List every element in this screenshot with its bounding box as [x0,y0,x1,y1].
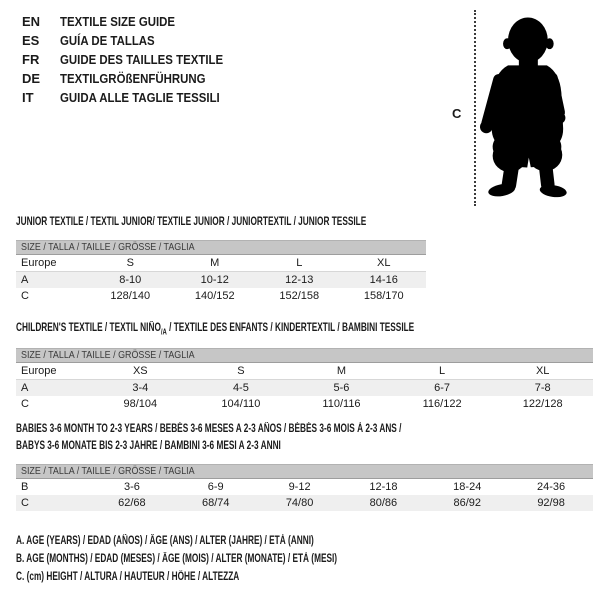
value-cell: 68/74 [201,497,230,509]
value-cell: 62/68 [118,497,146,509]
value-cell: 7-8 [534,382,551,394]
size-cell: M [210,257,220,269]
value-cell: 24-36 [537,481,566,493]
language-code: EN [22,14,41,29]
height-dotted-line [474,10,476,206]
row-label-cell: C [21,398,29,410]
value-cell: 14-16 [369,274,398,286]
size-cell: S [126,257,134,269]
table-row-age [16,272,426,288]
row-label-cell: Europe [21,365,57,377]
title-pre: CHILDREN'S TEXTILE / TEXTIL NIÑO [16,322,161,334]
language-row [22,69,245,88]
value-cell: 3-4 [132,382,149,394]
language-title-list [22,12,245,107]
language-code: IT [22,90,34,105]
language-code: FR [22,52,40,67]
size-header-bar [16,348,593,363]
language-code: DE [22,71,41,86]
value-cell: 18-24 [453,481,482,493]
size-cell: S [237,365,245,377]
value-cell: 122/128 [522,398,563,410]
size-cell: L [296,257,303,269]
table-row-age [16,380,593,396]
language-label: TEXTILGRÖßENFÜHRUNG [60,71,206,86]
row-label-cell: C [21,497,29,509]
value-cell: 110/116 [322,398,361,410]
size-cell: M [336,365,347,377]
language-label: GUIDA ALLE TAGLIE TESSILI [60,90,220,105]
size-cell: XL [535,365,550,377]
babies-section-title-line2: BABYS 3-6 MONATE BIS 2-3 JAHRE / BAMBINI 3-6 MESI A 2-3 ANNI [16,440,281,452]
language-row [22,31,245,50]
title-subscript: /A [160,327,167,337]
language-row [22,12,245,31]
babies-section-title-line1: BABIES 3-6 MONTH TO 2-3 YEARS / BEBÉS 3-6 MESES A 2-3 AÑOS / BÉBÉS 3-6 MOIS À 2-3 ANS / [16,423,402,435]
size-cell: L [439,365,446,377]
value-cell: 104/110 [221,398,261,410]
row-label-cell: C [21,290,29,302]
language-row [22,50,245,69]
row-label-cell: Europe [21,257,57,269]
legend-note-c-text: C. (cm) HEIGHT / ALTURA / HAUTEUR / HÖHE / ALTEZZA [16,571,240,583]
height-measure-label: C [452,106,462,121]
value-cell: 8-10 [119,274,142,286]
value-cell: 158/170 [363,290,404,302]
baby-silhouette-icon [480,8,574,206]
language-row [22,88,245,107]
size-cell: XS [132,365,148,377]
legend-note-a [16,532,462,550]
language-label: GUÍA DE TALLAS [60,33,155,48]
row-label-cell: B [21,481,29,493]
table-row-height [16,495,593,511]
size-header-bar [16,464,593,479]
junior-size-table [16,240,426,304]
value-cell: 128/140 [110,290,151,302]
value-cell: 74/80 [285,497,314,509]
table-row-sizes [16,363,593,380]
title-post: / TEXTILE DES ENFANTS / KINDERTEXTIL / BAMBINI TESSILE [166,322,415,334]
table-row-height [16,396,593,412]
size-header-label: SIZE / TALLA / TAILLE / GRÖSSE / TAGLIA [21,241,195,253]
value-cell: 6-7 [434,382,451,394]
children-size-table [16,348,593,412]
value-cell: 5-6 [333,382,350,394]
legend-note-a-text: A. AGE (YEARS) / EDAD (AÑOS) / ÂGE (ANS) / ALTER (JAHRE) / ETÀ (ANNI) [16,535,314,547]
size-header-bar [16,240,426,255]
value-cell: 6-9 [207,481,224,493]
junior-section-title-text: JUNIOR TEXTILE / TEXTIL JUNIOR/ TEXTILE JUNIOR / JUNIORTEXTIL / JUNIOR TESSILE [16,216,367,228]
babies-section-title [16,421,551,455]
value-cell: 4-5 [232,382,249,394]
table-row-height [16,288,426,304]
legend-notes [16,532,462,586]
language-label: TEXTILE SIZE GUIDE [60,14,176,29]
legend-note-c [16,568,462,586]
value-cell: 10-12 [200,274,229,286]
value-cell: 92/98 [537,497,565,509]
row-label-cell: A [21,382,29,394]
junior-section-title [16,214,502,231]
table-row-sizes [16,255,426,272]
value-cell: 80/86 [369,497,398,509]
size-cell: XL [377,257,391,269]
babies-size-table [16,464,593,511]
children-section-title-text [16,320,414,340]
value-cell: 12-13 [285,274,314,286]
value-cell: 98/104 [123,398,158,410]
language-label: GUIDE DES TAILLES TEXTILE [60,52,224,67]
table-row-months [16,479,593,495]
size-header-label: SIZE / TALLA / TAILLE / GRÖSSE / TAGLIA [21,349,195,361]
value-cell: 3-6 [123,481,140,493]
row-label-cell: A [21,274,29,286]
legend-note-b [16,550,462,568]
size-header-label: SIZE / TALLA / TAILLE / GRÖSSE / TAGLIA [21,465,195,477]
value-cell: 12-18 [369,481,398,493]
value-cell: 140/152 [194,290,235,302]
legend-note-b-text: B. AGE (MONTHS) / EDAD (MESES) / ÂGE (MOIS) / ALTER (MONATE) / ETÀ (MESI) [16,553,338,565]
children-section-title [16,320,569,340]
value-cell: 116/122 [422,398,462,410]
value-cell: 9-12 [288,481,311,493]
value-cell: 152/158 [279,290,320,302]
value-cell: 86/92 [453,497,481,509]
language-code: ES [22,33,40,48]
